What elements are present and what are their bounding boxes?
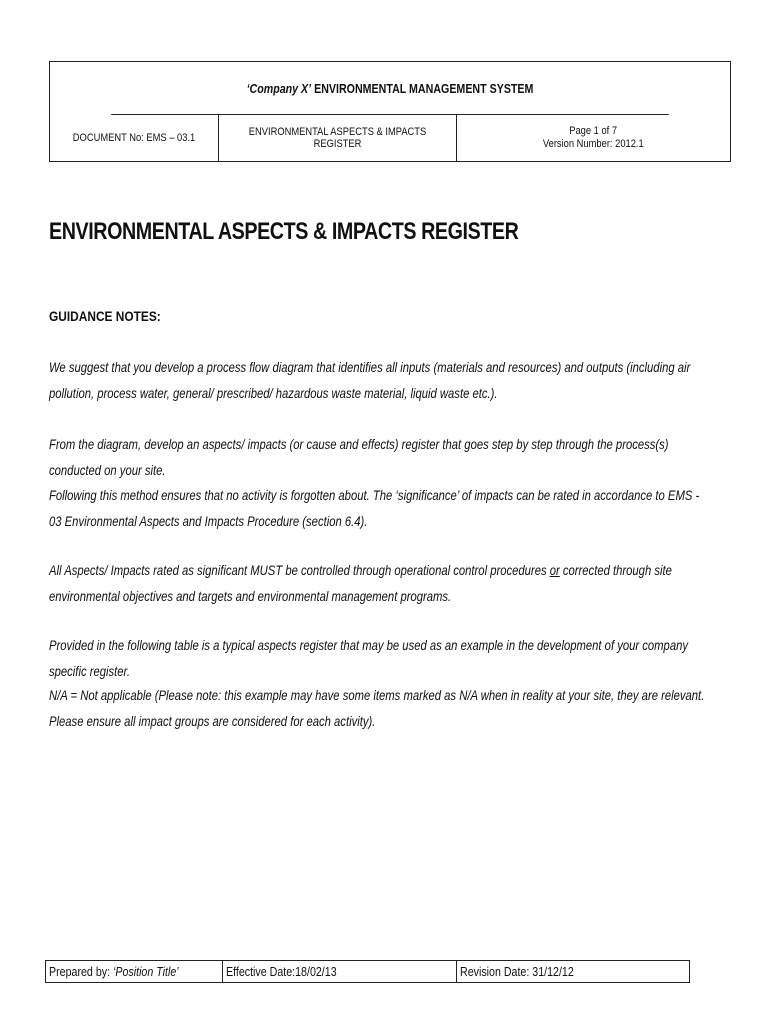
revision-date: Revision Date: 31/12/12 xyxy=(460,964,574,979)
paragraph-4-text-start: All Aspects/ Impacts rated as significant MUST be controlled through operational control procedures xyxy=(49,562,550,578)
version-number: Version Number: 2012.1 xyxy=(543,138,644,150)
register-name: ENVIRONMENTAL ASPECTS & IMPACTS REGISTER xyxy=(248,126,427,150)
paragraph-4-text-end: corrected through site environmental objectives and targets and environmental management programs. xyxy=(49,562,672,604)
guidance-paragraph-2: From the diagram, develop an aspects/ impacts (or cause and effects) register that goes step by step through the process(s) conducted on your site. xyxy=(49,436,669,478)
paragraph-4-underlined-or: or xyxy=(549,562,560,578)
revision-date-cell xyxy=(457,961,689,982)
system-title xyxy=(111,62,669,115)
guidance-paragraph-6: N/A = Not applicable (Please note: this example may have some items marked as N/A when in reality at your site, they are relevant. Please ensure all impact groups are considered for each activity). xyxy=(49,687,705,729)
page-version-cell xyxy=(457,115,730,161)
effective-date: Effective Date:18/02/13 xyxy=(226,964,337,979)
register-name-cell xyxy=(219,115,457,161)
guidance-notes-heading: GUIDANCE NOTES: xyxy=(49,308,161,324)
guidance-paragraph-5: Provided in the following table is a typical aspects register that may be used as an example in the development of your company specific register. xyxy=(49,637,688,679)
prepared-by-cell xyxy=(46,961,223,982)
guidance-paragraph-4 xyxy=(49,557,709,609)
page-title: ENVIRONMENTAL ASPECTS & IMPACTS REGISTER xyxy=(49,218,519,245)
page-number: Page 1 of 7 xyxy=(569,125,618,137)
document-header-table xyxy=(49,61,731,162)
document-number: DOCUMENT No: EMS – 03.1 xyxy=(72,132,196,144)
company-name: ‘Company X’ xyxy=(246,80,312,96)
prepared-by-value: ‘Position Title’ xyxy=(112,964,179,979)
document-footer-table xyxy=(45,960,690,983)
effective-date-cell xyxy=(223,961,457,982)
prepared-by-label: Prepared by: xyxy=(49,964,113,979)
system-name: ENVIRONMENTAL MANAGEMENT SYSTEM xyxy=(311,80,534,96)
document-info-row xyxy=(50,115,730,161)
document-number-cell xyxy=(50,115,219,161)
guidance-paragraph-3: Following this method ensures that no activity is forgotten about. The ‘significance’ of impacts can be rated in accordance to EMS - 03 Environmental Aspects and Impacts Procedure (section 6.4). xyxy=(49,487,700,529)
guidance-paragraph-1: We suggest that you develop a process flow diagram that identifies all inputs (materials and resources) and outputs (including air pollution, process water, general/ prescribed/ hazardous waste material, liquid waste etc.). xyxy=(49,359,691,401)
